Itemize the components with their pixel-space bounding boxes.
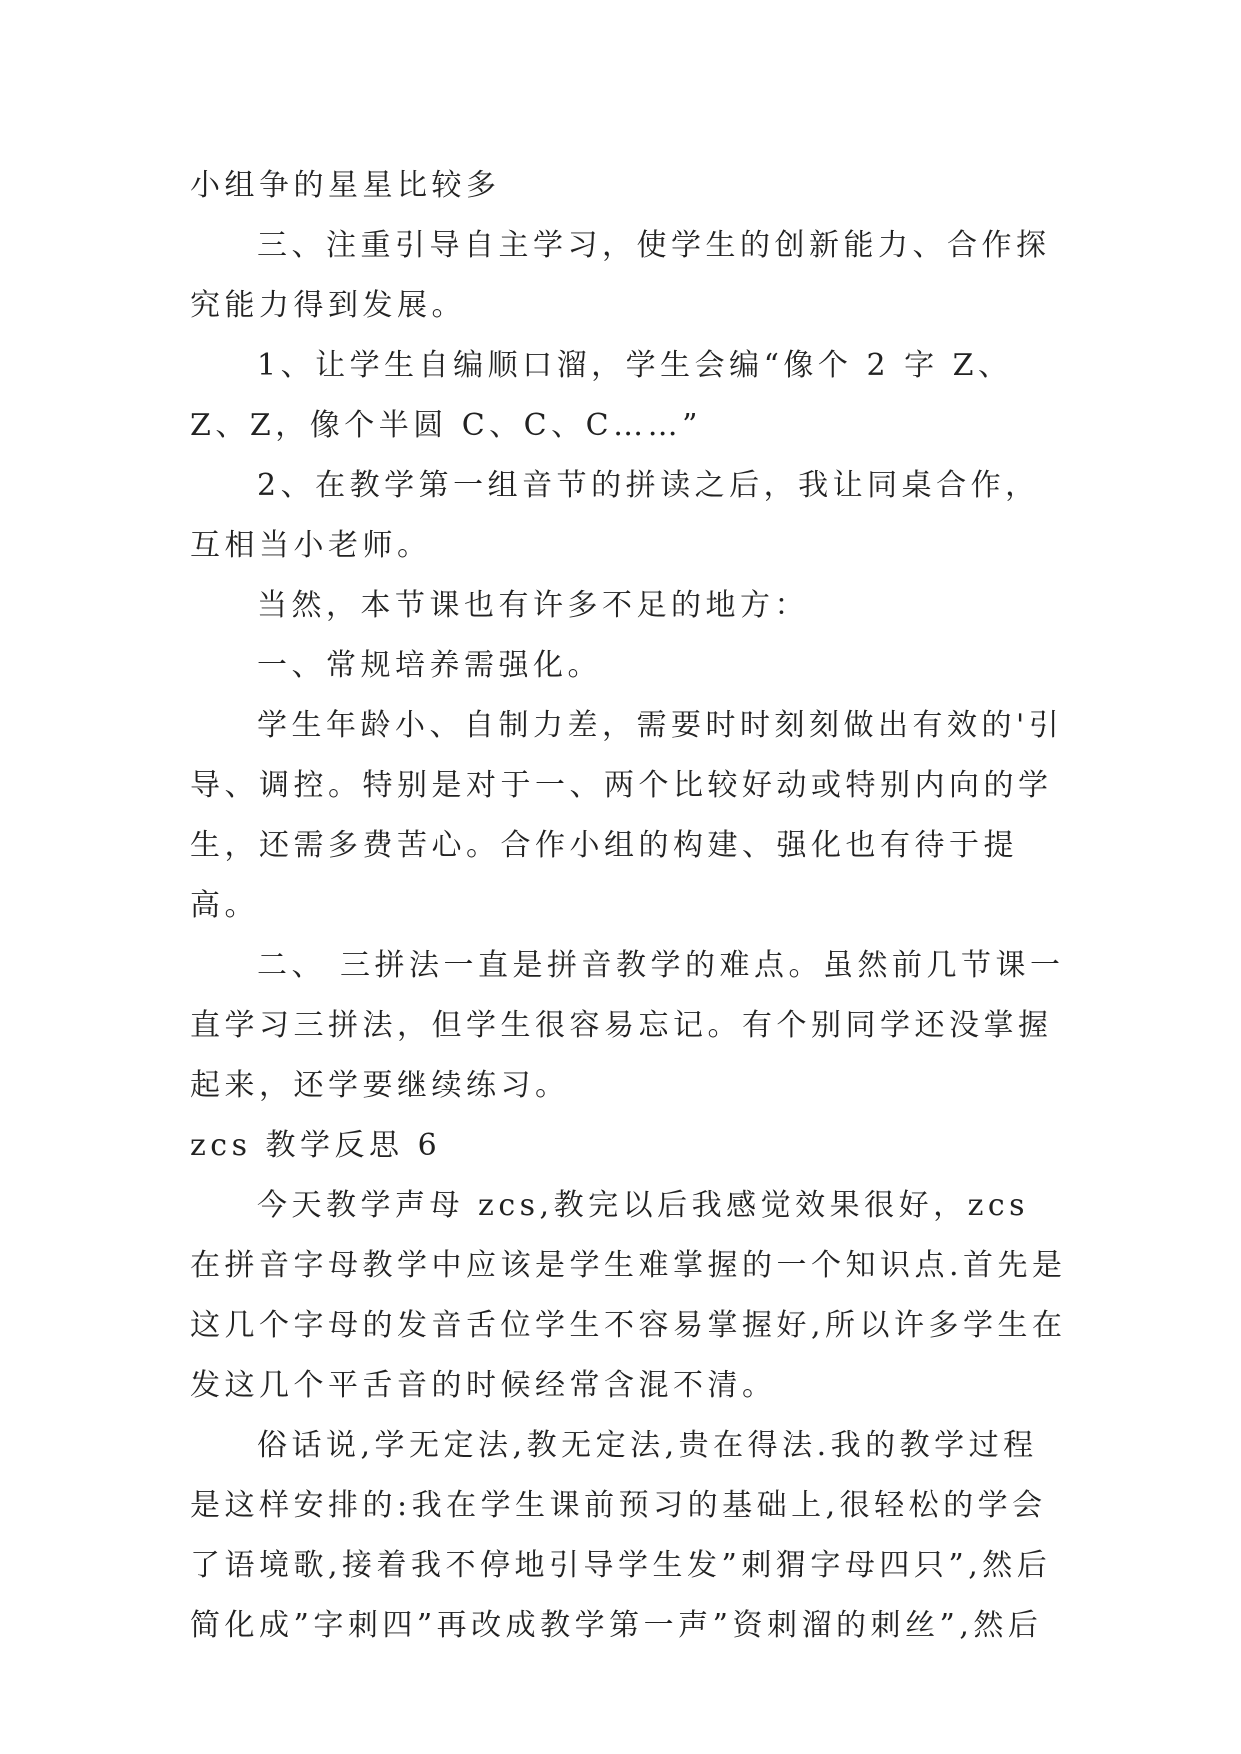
paragraph-4: 2、在教学第一组音节的拼读之后，我让同桌合作，互相当小老师。 (190, 468, 1040, 563)
paragraph-8: 二、 三拼法一直是拼音教学的难点。虽然前几节课一直学习三拼法，但学生很容易忘记。有个别同学还没掌握起来，还学要继续练习。 (190, 948, 1065, 1103)
paragraph-5: 当然，本节课也有许多不足的地方： (257, 588, 809, 623)
paragraph-1: 小组争的星星比较多 (190, 168, 501, 203)
document-page (190, 156, 1070, 1656)
paragraph-3: 1、让学生自编顺口溜，学生会编“像个 2 字 Z、Z、Z，像个半圆 C、C、C……” (190, 348, 1013, 443)
paragraph-7: 学生年龄小、自制力差，需要时时刻刻做出有效的'引导、调控。特别是对于一、两个比较好动或特别内向的学生，还需多费苦心。合作小组的构建、强化也有待于提高。 (190, 708, 1064, 923)
paragraph-2: 三、注重引导自主学习，使学生的创新能力、合作探究能力得到发展。 (190, 228, 1051, 323)
section-heading: zcs 教学反思 6 (190, 1128, 442, 1163)
paragraph-11: 俗话说,学无定法,教无定法,贵在得法.我的教学过程是这样安排的:我在学生课前预习的基础上,很轻松的学会了语境歌,接着我不停地引导学生发”刺猬字母四只”,然后简化成”字刺四”再改成教学第一声”资刺溜的刺丝”,然后 (190, 1428, 1052, 1643)
paragraph-10: 今天教学声母 zcs,教完以后我感觉效果很好，zcs 在拼音字母教学中应该是学生难掌握的一个知识点.首先是这几个字母的发音舌位学生不容易掌握好,所以许多学生在发这几个平舌音的时候经常含混不清。 (190, 1188, 1067, 1403)
paragraph-6: 一、常规培养需强化。 (257, 648, 602, 683)
